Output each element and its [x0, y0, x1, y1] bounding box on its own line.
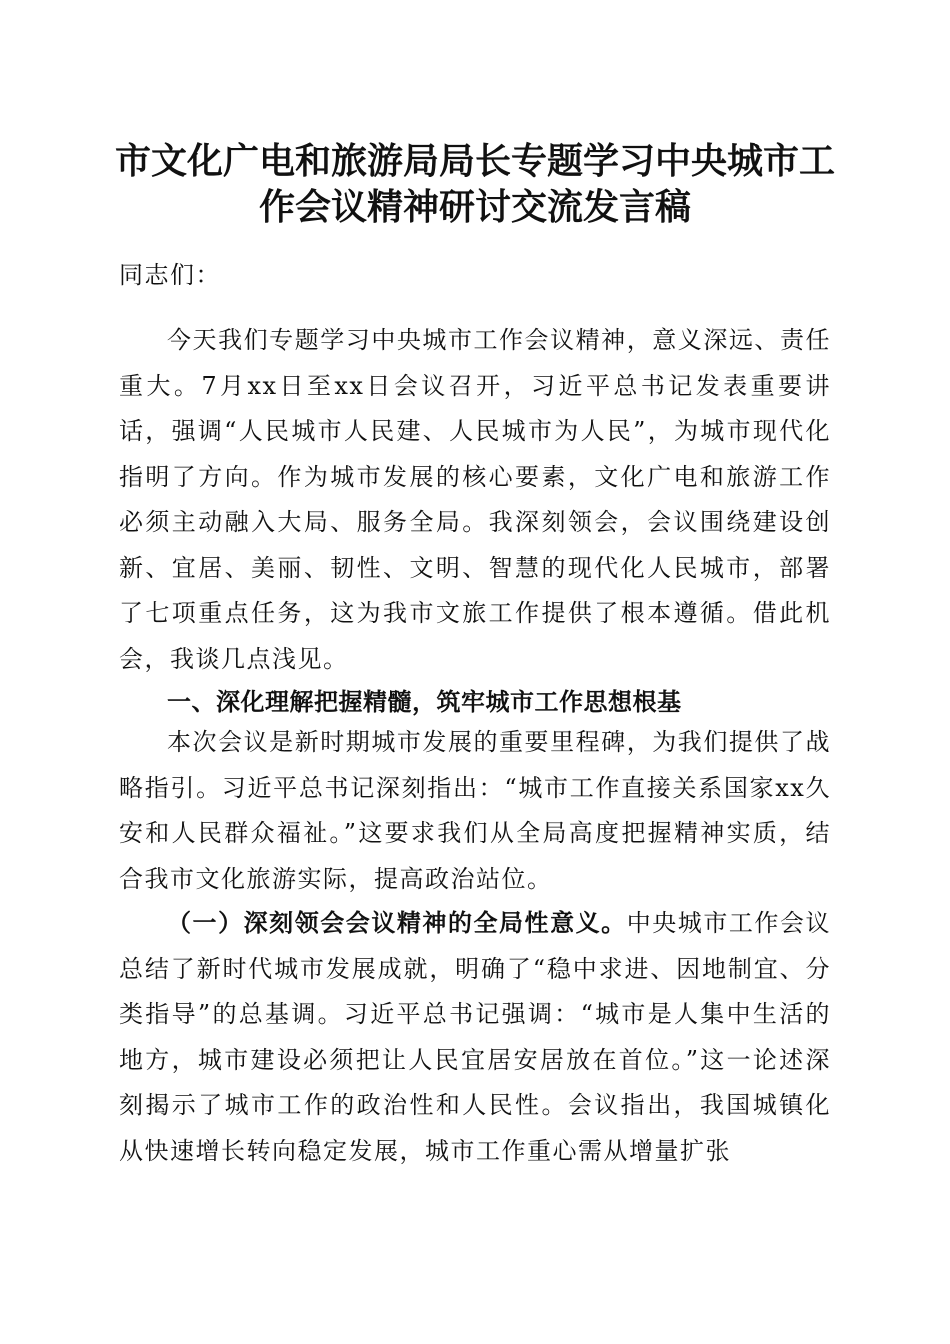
section-1-heading: 一、深化理解把握精髓，筑牢城市工作思想根基 — [167, 688, 682, 716]
greeting-block — [119, 253, 831, 299]
subsection-1-lead: （一）深刻领会会议精神的全局性意义。 — [167, 908, 627, 937]
section-1-body-block — [119, 720, 831, 902]
intro-block — [119, 318, 831, 682]
greeting: 同志们： — [119, 261, 221, 289]
subsection-1-paragraph — [119, 900, 831, 1174]
subsection-1-body: 中央城市工作会议总结了新时代城市发展成就，明确了“稳中求进、因地制宜、分类指导”的总基调。习近平总书记强调：“城市是人集中生活的地方，城市建设必须把让人民宜居安居放在首位。”这一论述深刻揭示了城市工作的政治性和人民性。会议指出，我国城镇化从快速增长转向稳定发展，城市工作重心需从增量扩张 — [119, 909, 831, 1165]
document-title-line-1: 市文化广电和旅游局局长专题学习中央城市工 — [114, 140, 835, 182]
section-1-paragraph: 本次会议是新时期城市发展的重要里程碑，为我们提供了战略指引。习近平总书记深刻指出：“城市工作直接关系国家xx久安和人民群众福祉。”这要求我们从全局高度把握精神实质，结合我市文化旅游实际，提高政治站位。 — [119, 728, 831, 893]
intro-paragraph: 今天我们专题学习中央城市工作会议精神，意义深远、责任重大。7月xx日至xx日会议召开，习近平总书记发表重要讲话，强调“人民城市人民建、人民城市为人民”，为城市现代化指明了方向。作为城市发展的核心要素，文化广电和旅游工作必须主动融入大局、服务全局。我深刻领会，会议围绕建设创新、宜居、美丽、韧性、文明、智慧的现代化人民城市，部署了七项重点任务，这为我市文旅工作提供了根本遵循。借此机会，我谈几点浅见。 — [119, 326, 831, 673]
subsection-1-block — [119, 900, 831, 1174]
document-title-line-2: 作会议精神研讨交流发言稿 — [258, 186, 691, 228]
section-1-heading-block — [119, 680, 831, 726]
